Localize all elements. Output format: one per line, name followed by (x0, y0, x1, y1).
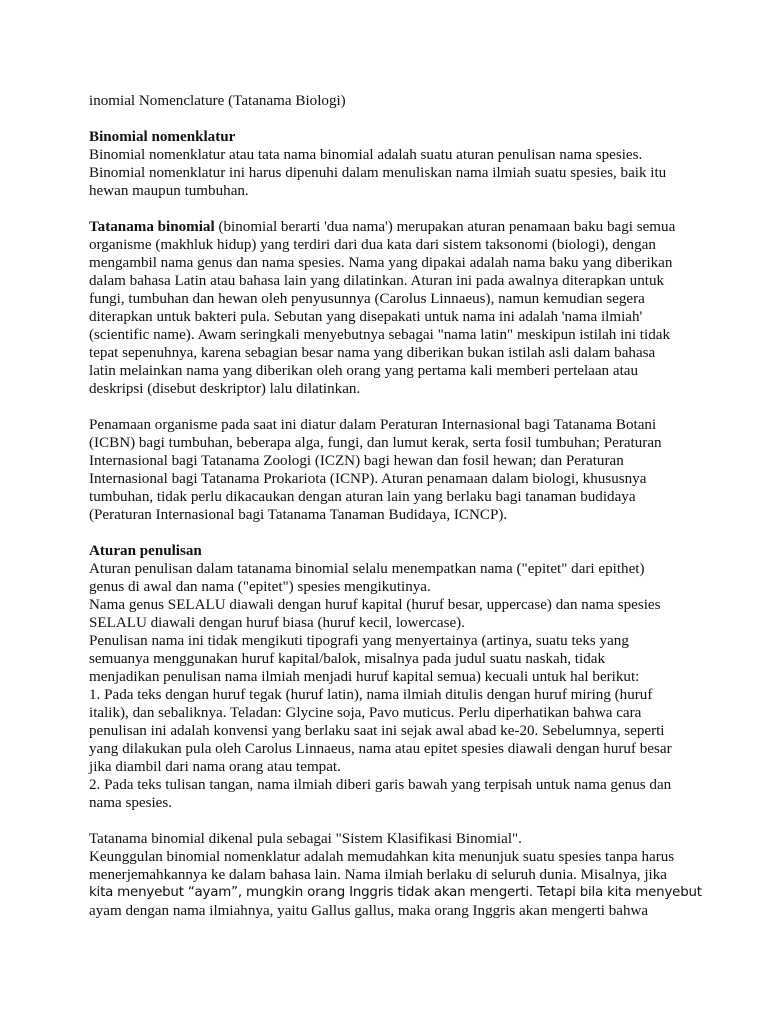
document-body (89, 92, 702, 920)
text-line: nama spesies. (89, 795, 172, 811)
text-line: (Peraturan Internasional bagi Tatanama Tanaman Budidaya, ICNCP). (89, 507, 508, 523)
text-line: genus di awal dan nama ("epitet") spesies mengikutinya. (89, 579, 431, 595)
text-line: tumbuhan, tidak perlu dikacaukan dengan aturan lain yang berlaku bagi tanaman budidaya (89, 489, 636, 505)
text-line: Binomial nomenklatur atau tata nama binomial adalah suatu aturan penulisan nama spesies. (89, 147, 643, 163)
text-line: SELALU diawali dengan huruf biasa (huruf kecil, lowercase). (89, 615, 465, 631)
text-line: Tatanama binomial dikenal pula sebagai "Sistem Klasifikasi Binomial". (89, 831, 522, 847)
text-line: jika diambil dari nama orang atau tempat. (89, 759, 341, 775)
text-line: Aturan penulisan dalam tatanama binomial selalu menempatkan nama ("epitet" dari epithet) (89, 561, 645, 577)
document-title: inomial Nomenclature (Tatanama Biologi) (89, 93, 346, 109)
text-line: ayam dengan nama ilmiahnya, yaitu Gallus gallus, maka orang Inggris akan mengerti bahwa (89, 903, 649, 919)
text-line: mengambil nama genus dan nama spesies. Nama yang dipakai adalah nama baku yang diberikan (89, 255, 673, 271)
text-line: hewan maupun tumbuhan. (89, 183, 249, 199)
text-line (89, 218, 689, 236)
text-line-alt-font: kita menyebut “ayam”, mungkin orang Inggris tidak akan mengerti. Tetapi bila kita menyebut (89, 885, 702, 900)
paragraph-gap (89, 110, 689, 128)
text-line: Keunggulan binomial nomenklatur adalah memudahkan kita menunjuk suatu spesies tanpa harus (89, 849, 675, 865)
paragraph-gap (89, 812, 689, 830)
text-line: (scientific name). Awam seringkali menyebutnya sebagai "nama latin" meskipun istilah ini tidak (89, 327, 670, 343)
text-fragment: (binomial berarti 'dua nama') merupakan aturan penamaan baku bagi semua (214, 219, 676, 235)
text-line: latin melainkan nama yang diberikan oleh orang yang pertama kali memberi pertelaan atau (89, 363, 639, 379)
text-line: 1. Pada teks dengan huruf tegak (huruf latin), nama ilmiah ditulis dengan huruf miring (huruf (89, 687, 653, 703)
text-line: deskripsi (disebut deskriptor) lalu dilatinkan. (89, 381, 361, 397)
text-line: Binomial nomenklatur ini harus dipenuhi dalam menuliskan nama ilmiah suatu spesies, baik itu (89, 165, 667, 181)
text-line: Internasional bagi Tatanama Prokariota (ICNP). Aturan penamaan dalam biologi, khususnya (89, 471, 647, 487)
heading-binomial-nomenklatur: Binomial nomenklatur (89, 129, 236, 145)
text-line: menerjemahkannya ke dalam bahasa lain. Nama ilmiah berlaku di seluruh dunia. Misalnya, jika (89, 867, 667, 883)
text-line: (ICBN) bagi tumbuhan, beberapa alga, fungi, dan lumut kerak, serta fosil tumbuhan; Peraturan (89, 435, 662, 451)
text-line: tepat sepenuhnya, karena sebagian besar nama yang diberikan bukan istilah asli dalam bahasa (89, 345, 656, 361)
text-line: Penulisan nama ini tidak mengikuti tipografi yang menyertainya (artinya, suatu teks yang (89, 633, 629, 649)
text-line: Nama genus SELALU diawali dengan huruf kapital (huruf besar, uppercase) dan nama spesies (89, 597, 661, 613)
text-line: yang dilakukan pula oleh Carolus Linnaeus, nama atau epitet spesies diawali dengan huruf besar (89, 741, 672, 757)
text-line: penulisan ini adalah konvensi yang berlaku saat ini sejak awal abad ke-20. Sebelumnya, seperti (89, 723, 665, 739)
text-line: italik), dan sebaliknya. Teladan: Glycine soja, Pavo muticus. Perlu diperhatikan bahwa cara (89, 705, 642, 721)
text-line: Penamaan organisme pada saat ini diatur dalam Peraturan Internasional bagi Tatanama Botani (89, 417, 657, 433)
text-line: dalam bahasa Latin atau bahasa lain yang dilatinkan. Aturan ini pada awalnya diterapkan untuk (89, 273, 665, 289)
text-line: Internasional bagi Tatanama Zoologi (ICZN) bagi hewan dan fosil hewan; dan Peraturan (89, 453, 624, 469)
text-line: fungi, tumbuhan dan hewan oleh penyusunnya (Carolus Linnaeus), namun kemudian segera (89, 291, 645, 307)
bold-term-tatanama-binomial: Tatanama binomial (89, 219, 215, 235)
heading-aturan-penulisan: Aturan penulisan (89, 543, 202, 559)
text-line: 2. Pada teks tulisan tangan, nama ilmiah diberi garis bawah yang terpisah untuk nama genus dan (89, 777, 672, 793)
paragraph-gap (89, 524, 689, 542)
text-line: menjadikan penulisan nama ilmiah menjadi huruf kapital semua) kecuali untuk hal berikut: (89, 669, 640, 685)
text-line: diterapkan untuk bakteri pula. Sebutan yang disepakati untuk nama ini adalah 'nama ilmiah' (89, 309, 643, 325)
paragraph-gap (89, 398, 689, 416)
text-line: semuanya menggunakan huruf kapital/balok, misalnya pada judul suatu naskah, tidak (89, 651, 605, 667)
paragraph-gap (89, 200, 689, 218)
text-line: organisme (makhluk hidup) yang terdiri dari dua kata dari sistem taksonomi (biologi), dengan (89, 237, 656, 253)
